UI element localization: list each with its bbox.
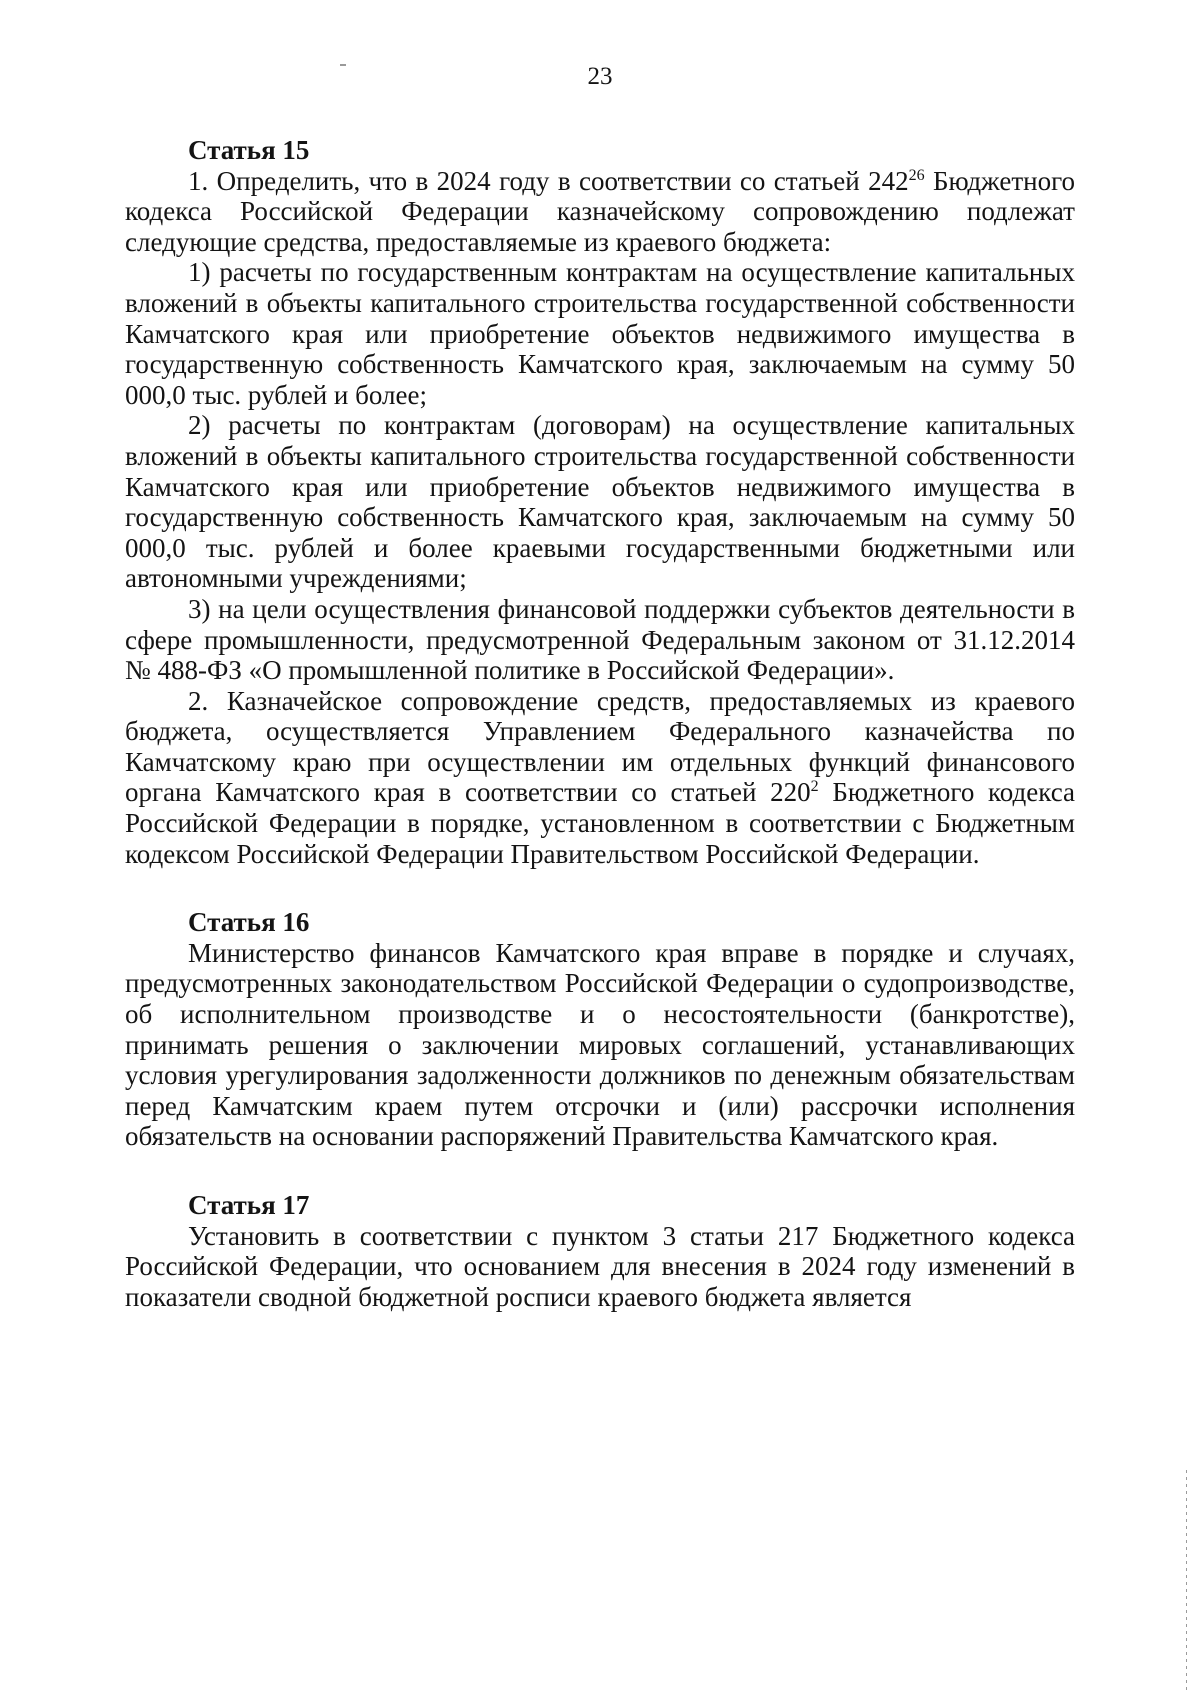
superscript: 26	[908, 166, 925, 184]
article-heading: Статья 16	[188, 907, 310, 938]
article-17	[125, 1190, 1075, 1312]
page-number: 23	[587, 63, 613, 90]
article-heading: Статья 17	[188, 1190, 310, 1220]
paragraph	[125, 686, 1075, 870]
article-heading: Статья 15	[188, 135, 310, 165]
paragraph-text: Бюджетного кодекса Российской Федерации казначейскому сопровождению подлежат следующие средства, предоставляемые из краевого бюджета:	[125, 165, 1075, 257]
paragraph	[125, 166, 1075, 258]
superscript: 2	[810, 778, 819, 796]
paragraph: 2) расчеты по контрактам (договорам) на осуществление капитальных вложений в объекты капитального строительства государственной собственности Камчатского края или приобретение объектов недвижимого имущества в государственную собственность Камчатского края, заключаемым на сумму 50 000,0 тыс. рублей и более краевыми государственными бюджетными или автономными учреждениями;	[125, 410, 1075, 594]
paragraph-text: 1. Определить, что в 2024 году в соответствии со статьей 242	[188, 165, 909, 196]
paragraph-text: Бюджетного кодекса Российской Федерации в порядке, установленном в соответствии с Бюджетным кодексом Российской Федерации Правительством Российской Федерации.	[125, 777, 1075, 869]
paragraph: 1) расчеты по государственным контрактам на осуществление капитальных вложений в объекты капитального строительства государственной собственности Камчатского края или приобретение объектов недвижимого имущества в государственную собственность Камчатского края, заключаемым на сумму 50 000,0 тыс. рублей и более;	[125, 257, 1075, 410]
paragraph: Министерство финансов Камчатского края вправе в порядке и случаях, предусмотренных законодательством Российской Федерации о судопроизводстве, об исполнительном производстве и о несостоятельности (банкротстве), принимать решения о заключении мировых соглашений, устанавливающих условия урегулирования задолженности должников по денежным обязательствам перед Камчатским краем путем отсрочки и (или) рассрочки исполнения обязательств на основании распоряжений Правительства Камчатского края.	[125, 937, 1075, 1152]
article-16	[125, 907, 1075, 1152]
spacer	[125, 1152, 1075, 1190]
paragraph: Установить в соответствии с пунктом 3 статьи 217 Бюджетного кодекса Российской Федерации, что основанием для внесения в 2024 году изменений в показатели сводной бюджетной росписи краевого бюджета является	[125, 1220, 1075, 1312]
scan-edge-artifact	[1186, 1470, 1187, 1690]
paragraph: 3) на цели осуществления финансовой поддержки субъектов деятельности в сфере промышленности, предусмотренной Федеральным законом от 31.12.2014 № 488-ФЗ «О промышленной политике в Российской Федерации».	[125, 593, 1075, 686]
spacer	[125, 869, 1075, 907]
document-body	[125, 135, 1075, 1312]
paragraph-text: 2. Казначейское сопровождение средств, предоставляемых из краевого бюджета, осуществляется Управлением Федерального казначейства по Камчатскому краю при осуществлении им отдельных функций финансового органа Камчатского края в соответствии со статьей 220	[125, 685, 1075, 808]
article-15	[125, 135, 1075, 869]
